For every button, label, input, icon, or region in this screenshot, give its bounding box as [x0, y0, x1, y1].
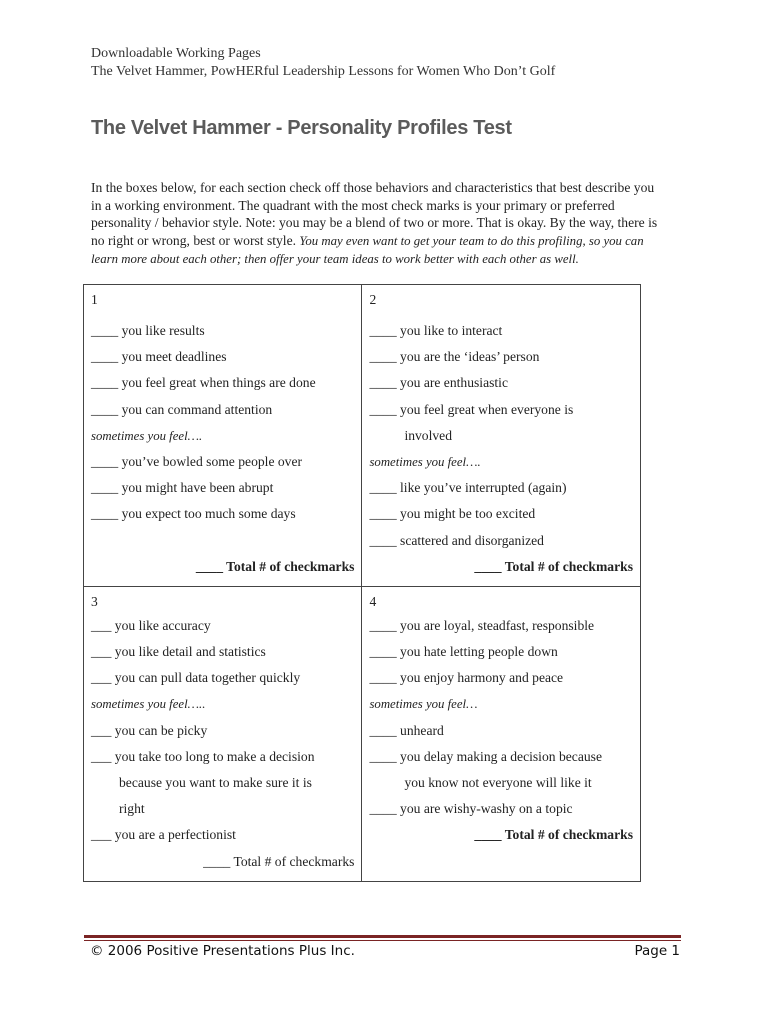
quadrant-3: [84, 586, 362, 881]
sometimes-label: sometimes you feel…: [369, 697, 478, 712]
checklist-item[interactable]: ____ you are enthusiastic: [369, 375, 508, 391]
sometimes-label: sometimes you feel….: [91, 428, 203, 443]
intro-italic-text: You may even want to get your team to do this profiling, so you can learn more about each other; then offer your team ideas to work better with each other as well.: [91, 233, 644, 266]
quadrant-number: 2: [369, 292, 377, 307]
quadrant-4: [362, 586, 641, 881]
checklist-item[interactable]: ____ you might have been abrupt: [91, 480, 274, 496]
checklist-item-continuation: you know not everyone will like it: [404, 775, 592, 790]
checklist-item[interactable]: ___ you are a perfectionist: [91, 827, 236, 843]
total-checkmarks[interactable]: ____ Total # of checkmarks: [195, 558, 355, 574]
checklist-item[interactable]: ____ like you’ve interrupted (again): [369, 480, 567, 496]
quadrant-2: [362, 285, 641, 587]
checklist-item[interactable]: ___ you like detail and statistics: [91, 644, 266, 660]
checklist-item[interactable]: ____ scattered and disorganized: [369, 532, 544, 548]
checklist-item[interactable]: ____ you enjoy harmony and peace: [369, 670, 564, 686]
checklist-item[interactable]: ____ you are wishy-washy on a topic: [369, 801, 573, 817]
quadrant-number: 4: [369, 593, 377, 609]
spacer: [91, 528, 355, 554]
total-checkmarks[interactable]: ____ Total # of checkmarks: [474, 827, 633, 843]
quadrant-number: 1: [91, 292, 98, 307]
checklist-item[interactable]: ___ you can be picky: [91, 722, 208, 738]
checklist-item[interactable]: ___ you like accuracy: [91, 617, 211, 633]
sometimes-label: sometimes you feel….: [369, 454, 481, 469]
intro-text: In the boxes below, for each section check off those behaviors and characteristics that best describe you in a working environment. The quadrant with the most check marks is your primary or preferred personality / behavior style. Note: you may be a blend of two or more. That is okay. By the way, there is no right or wrong, best or worst style.: [91, 180, 658, 248]
checklist-item[interactable]: ____ you feel great when things are done: [91, 375, 316, 391]
checklist-item[interactable]: ____ you hate letting people down: [369, 644, 558, 660]
footer-divider-thin: [84, 940, 681, 941]
page-title: The Velvet Hammer - Personality Profiles Test: [91, 117, 512, 139]
checklist-item[interactable]: ___ you can pull data together quickly: [91, 670, 301, 686]
checklist-item-continuation: because you want to make sure it is: [119, 775, 312, 790]
header-line-1: Downloadable Working Pages: [91, 46, 261, 61]
quadrant-number: 3: [91, 593, 98, 609]
quadrant-1: [84, 285, 362, 587]
checklist-item[interactable]: ____ you delay making a decision because: [369, 748, 602, 764]
checklist-item[interactable]: ____ you meet deadlines: [91, 349, 227, 365]
checklist-item[interactable]: ____ you like results: [91, 323, 205, 338]
total-checkmarks[interactable]: ____ Total # of checkmarks: [203, 853, 355, 869]
profile-quadrants-table: [83, 284, 641, 882]
checklist-item[interactable]: ____ you might be too excited: [369, 506, 536, 522]
checklist-item-continuation: right: [119, 801, 145, 817]
sometimes-label: sometimes you feel…..: [91, 697, 206, 712]
page-number: Page 1: [634, 943, 680, 959]
intro-paragraph: [91, 179, 661, 269]
checklist-item[interactable]: ____ you are loyal, steadfast, responsible: [369, 617, 595, 633]
checklist-item[interactable]: ____ you like to interact: [369, 323, 503, 338]
footer-divider: [84, 935, 681, 938]
checklist-item[interactable]: ____ you are the ‘ideas’ person: [369, 349, 540, 365]
page-header: [91, 45, 555, 81]
checklist-item-continuation: involved: [404, 427, 453, 443]
footer-copyright: © 2006 Positive Presentations Plus Inc.: [90, 943, 355, 959]
checklist-item[interactable]: ____ you feel great when everyone is: [369, 401, 574, 417]
checklist-item[interactable]: ___ you take too long to make a decision: [91, 748, 315, 764]
total-checkmarks[interactable]: ____ Total # of checkmarks: [474, 558, 633, 574]
checklist-item[interactable]: ____ you can command attention: [91, 401, 273, 417]
header-line-2: The Velvet Hammer, PowHERful Leadership Lessons for Women Who Don’t Golf: [91, 64, 556, 79]
checklist-item[interactable]: ____ unheard: [369, 722, 444, 738]
checklist-item[interactable]: ____ you expect too much some days: [91, 506, 296, 522]
checklist-item[interactable]: ____ you’ve bowled some people over: [91, 453, 303, 469]
